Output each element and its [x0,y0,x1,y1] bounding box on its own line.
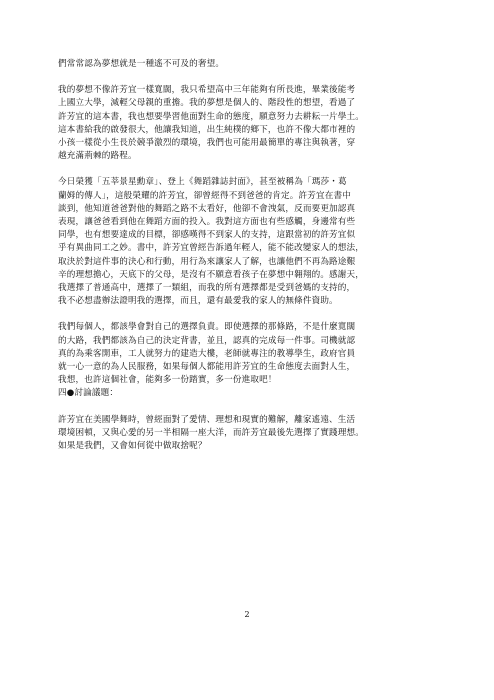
text-line: 表現，讓爸爸看到他在舞蹈方面的投入。我對這方面也有些感觸，身邊常有些 [58,217,356,228]
text-line: 我想，也許這個社會，能夠多一份踏實，多一份進取吧！ [58,375,277,386]
text-line: 今日榮獲「五莘景星勳章」、登上《舞蹈雜誌封面》，甚至被稱為「瑪莎・葛 [58,177,347,188]
text-line: 的大路，我們都該為自己的決定背書，並且，認真的完成每一件事。司機就認 [58,335,356,346]
paragraph [58,84,438,163]
document-body [58,58,438,466]
text-line: 蘭姆的傳人」，這般榮耀的許芳宜，卻曾經得不到爸爸的肯定。許芳宜在書中 [58,190,351,201]
text-line: 小孩一樣從小生長於競爭激烈的環境，我們也可能用最簡單的專注與執著，穿 [58,138,356,149]
text-line: 上國立大學，減輕父母親的重擔。我的夢想是個人的、階段性的想望，看過了 [58,98,356,109]
page-number: 2 [244,610,250,619]
paragraph [58,414,438,454]
text-line: 我不必想盡辦法證明我的選擇，而且，還有最愛我的家人的無條件資助。 [58,296,338,307]
text-line: 我選擇了普通高中，選擇了一類組，而我的所有選擇都是受到爸媽的支持的， [58,283,356,294]
paragraph [58,321,438,400]
text-line: 許芳宜的這本書，我也想要學習他面對生命的態度，願意努力去耕耘一片學土。 [58,111,365,122]
text-line: 乎有異曲同工之妙。書中，許芳宜曾經告訴過年輕人，能不能改變家人的想法， [58,243,365,254]
text-line: 許芳宜在美國學舞時，曾經面對了愛情、理想和現實的難解，離家遙遠、生活 [58,414,356,425]
text-line: 我的夢想不像許芳宜一樣寬闊，我只希望高中三年能夠有所長進，畢業後能考 [58,85,356,96]
text-line: 就一心一意的為人民服務，如果每個人都能用許芳宜的生命態度去面對人生， [58,362,356,373]
text-line: 環境困頓，又與心愛的另一半相隔一座大洋，而許芳宜最後先選擇了實踐理想。 [58,427,365,438]
text-line: 辛的理想擔心，天底下的父母，是沒有不願意看孩子在夢想中翱翔的。感謝天， [58,269,365,280]
text-line: 四●討論議題： [58,388,119,399]
text-line: 們常常認為夢想就是一種遙不可及的奢望。 [58,59,225,69]
text-line: 真的為乘客開車，工人就努力的建造大樓，老師就專注的教導學生，政府官員 [58,348,356,359]
text-line: 如果是我們，又會如何從中做取捨呢？ [58,441,207,452]
text-line: 我們每個人，都該學會對自己的選擇負責。即使選擇的那條路，不是什麼寬闊 [58,322,356,333]
paragraph [58,176,438,308]
paragraph [58,58,438,71]
text-line: 越充滿荊棘的路程。 [58,151,137,162]
text-line: 取決於對這件事的決心和行動，用行為來讓家人了解，也讓他們不再為路途艱 [58,256,356,267]
text-line: 這本書給我的啟發很大，他讓我知道，出生純樸的鄉下，也許不像大都市裡的 [58,124,356,135]
text-line: 談到，他知道爸爸對他的舞蹈之路不太看好，他卻不會洩氣，反而要更加認真 [58,203,356,214]
text-line: 同學，也有想要達成的目標，卻感嘆得不到家人的支持，這跟當初的許芳宜似 [58,230,356,241]
